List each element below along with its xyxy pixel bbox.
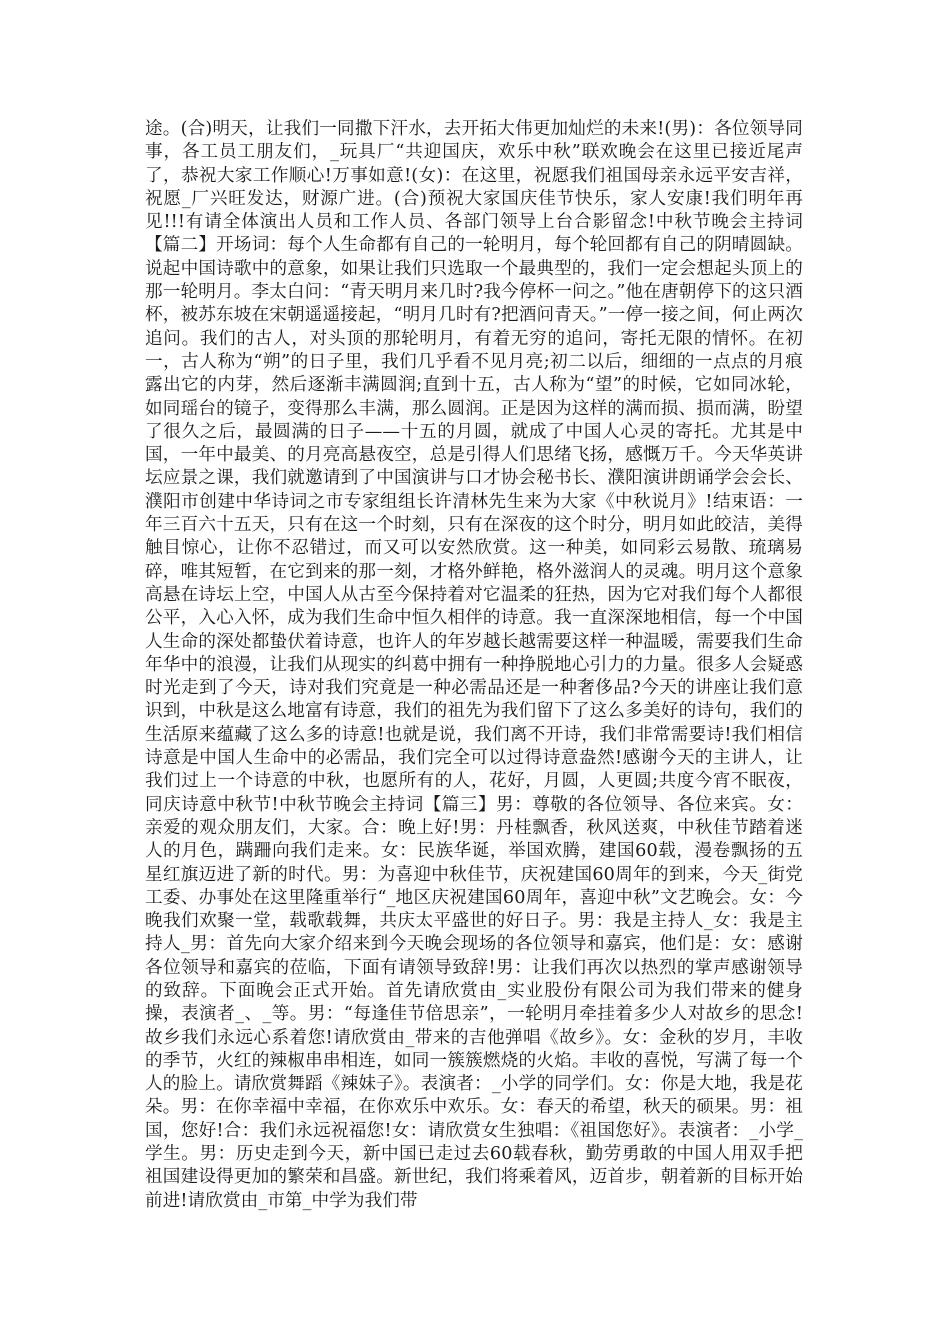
body-paragraph: 途。(合)明天，让我们一同撒下汗水，去开拓大伟更加灿烂的未来!(男)：各位领导同事，各工员工朋友们，_玩具厂“共迎国庆，欢乐中秋”联欢晚会在这里已接近尾声了，恭祝大家工作顺心!万事如意!(女)：在这里，祝愿我们祖国母亲永远平安吉祥，祝愿_厂兴旺发达，财源广进。(合)预祝大家国庆佳节快乐，家人安康!我们明年再见!!!有请全体演出人员和工作人员、各部门领导上台合影留念!中秋节晚会主持词【篇二】开场词：每个人生命都有自己的一轮明月，每个轮回都有自己的阴晴圆缺。说起中国诗歌中的意象，如果让我们只选取一个最典型的，我们一定会想起头顶上的那一轮明月。李太白问：“青天明月来几时?我今停杯一问之。”他在唐朝停下的这只酒杯，被苏东坡在宋朝遥遥接起，“明月几时有?把酒问青天。”一停一接之间，何止两次追问。我们的古人，对头顶的那轮明月，有着无穷的追问，寄托无限的情怀。在初一，古人称为“朔”的日子里，我们几乎看不见月亮;初二以后，细细的一点点的月痕露出它的内芽，然后逐渐丰满圆润;直到十五，古人称为“望”的时候，它如同冰轮，如同瑶台的镜子，变得那么丰满，那么圆润。正是因为这样的满而损、损而满，盼望了很久之后，最圆满的日子——十五的月圆，就成了中国人心灵的寄托。尤其是中国，一年中最美、的月亮高悬夜空，总是引得人们思绪飞扬，感慨万千。今天华英讲坛应景之课，我们就邀请到了中国演讲与口才协会秘书长、濮阳演讲朗诵学会会长、濮阳市创建中华诗词之市专家组组长许清林先生来为大家《中秋说月》!结束语：一年三百六十五天，只有在这一个时刻，只有在深夜的这个时分，明月如此皎洁，美得触目惊心，让你不忍错过，而又可以安然欣赏。这一种美，如同彩云易散、琉璃易碎，唯其短暂，在它到来的那一刻，才格外鲜艳，格外滋润人的灵魂。明月这个意象高悬在诗坛上空，中国人从古至今保持着对它温柔的狂热，因为它对我们每个人都很公平，入心入怀，成为我们生命中恒久相伴的诗意。我一直深深地相信，每一个中国人生命的深处都蛰伏着诗意，也许人的年岁越长越需要这样一种温暖，需要我们生命年华中的浪漫，让我们从现实的纠葛中拥有一种挣脱地心引力的力量。很多人会疑惑时光走到了今天，诗对我们究竟是一种必需品还是一种奢侈品?今天的讲座让我们意识到，中秋是这么地富有诗意，我们的祖先为我们留下了这么多美好的诗句，我们的生活原来蕴藏了这么多的诗意!也就是说，我们离不开诗，我们非常需要诗!我们相信诗意是中国人生命中的必需品，我们完全可以过得诗意盎然!感谢今天的主讲人，让我们过上一个诗意的中秋，也愿所有的人，花好，月圆，人更圆;共度今宵不眠夜，同庆诗意中秋节!中秋节晚会主持词【篇三】男：尊敬的各位领导、各位来宾。女：亲爱的观众朋友们，大家。合：晚上好!男：丹桂飘香，秋风送爽，中秋佳节踏着迷人的月色，蹒跚向我们走来。女：民族华诞，举国欢腾，建国60载，漫卷飘扬的五星红旗迈进了新的时代。男：为喜迎中秋佳节，庆祝建国60周年的到来，今天_街党工委、办事处在这里隆重举行“_地区庆祝建国60周年，喜迎中秋”文艺晚会。女：今晚我们欢聚一堂，载歌载舞，共庆太平盛世的好日子。男：我是主持人_女：我是主持人_男：首先向大家介绍来到今天晚会现场的各位领导和嘉宾，他们是：女：感谢各位领导和嘉宾的莅临，下面有请领导致辞!男：让我们再次以热烈的掌声感谢领导的致辞。下面晚会正式开始。首先请欣赏由_实业股份有限公司为我们带来的健身操，表演者_、_等。男：“每逢佳节倍思亲”，一轮明月牵挂着多少人对故乡的思念!故乡我们永远心系着您!请欣赏由_带来的吉他弹唱《故乡》。女：金秋的岁月，丰收的季节，火红的辣椒串串相连，如同一簇簇燃烧的火焰。丰收的喜悦，写满了每一个人的脸上。请欣赏舞蹈《辣妹子》。表演者：_小学的同学们。女：你是大地，我是花朵。男：在你幸福中幸福，在你欢乐中欢乐。女：春天的希望，秋天的硕果。男：祖国，您好!合：我们永远祝福您!女：请欣赏女生独唱：《祖国您好》。表演者：_小学_学生。男：历史走到今天，新中国已走过去60载春秋，勤劳勇敢的中国人用双手把祖国建设得更加的繁荣和昌盛。新世纪，我们将乘着风，迈首步，朝着新的目标开始前进!请欣赏由_市第_中学为我们带 [145,119,803,1211]
document-body [145,118,803,1213]
